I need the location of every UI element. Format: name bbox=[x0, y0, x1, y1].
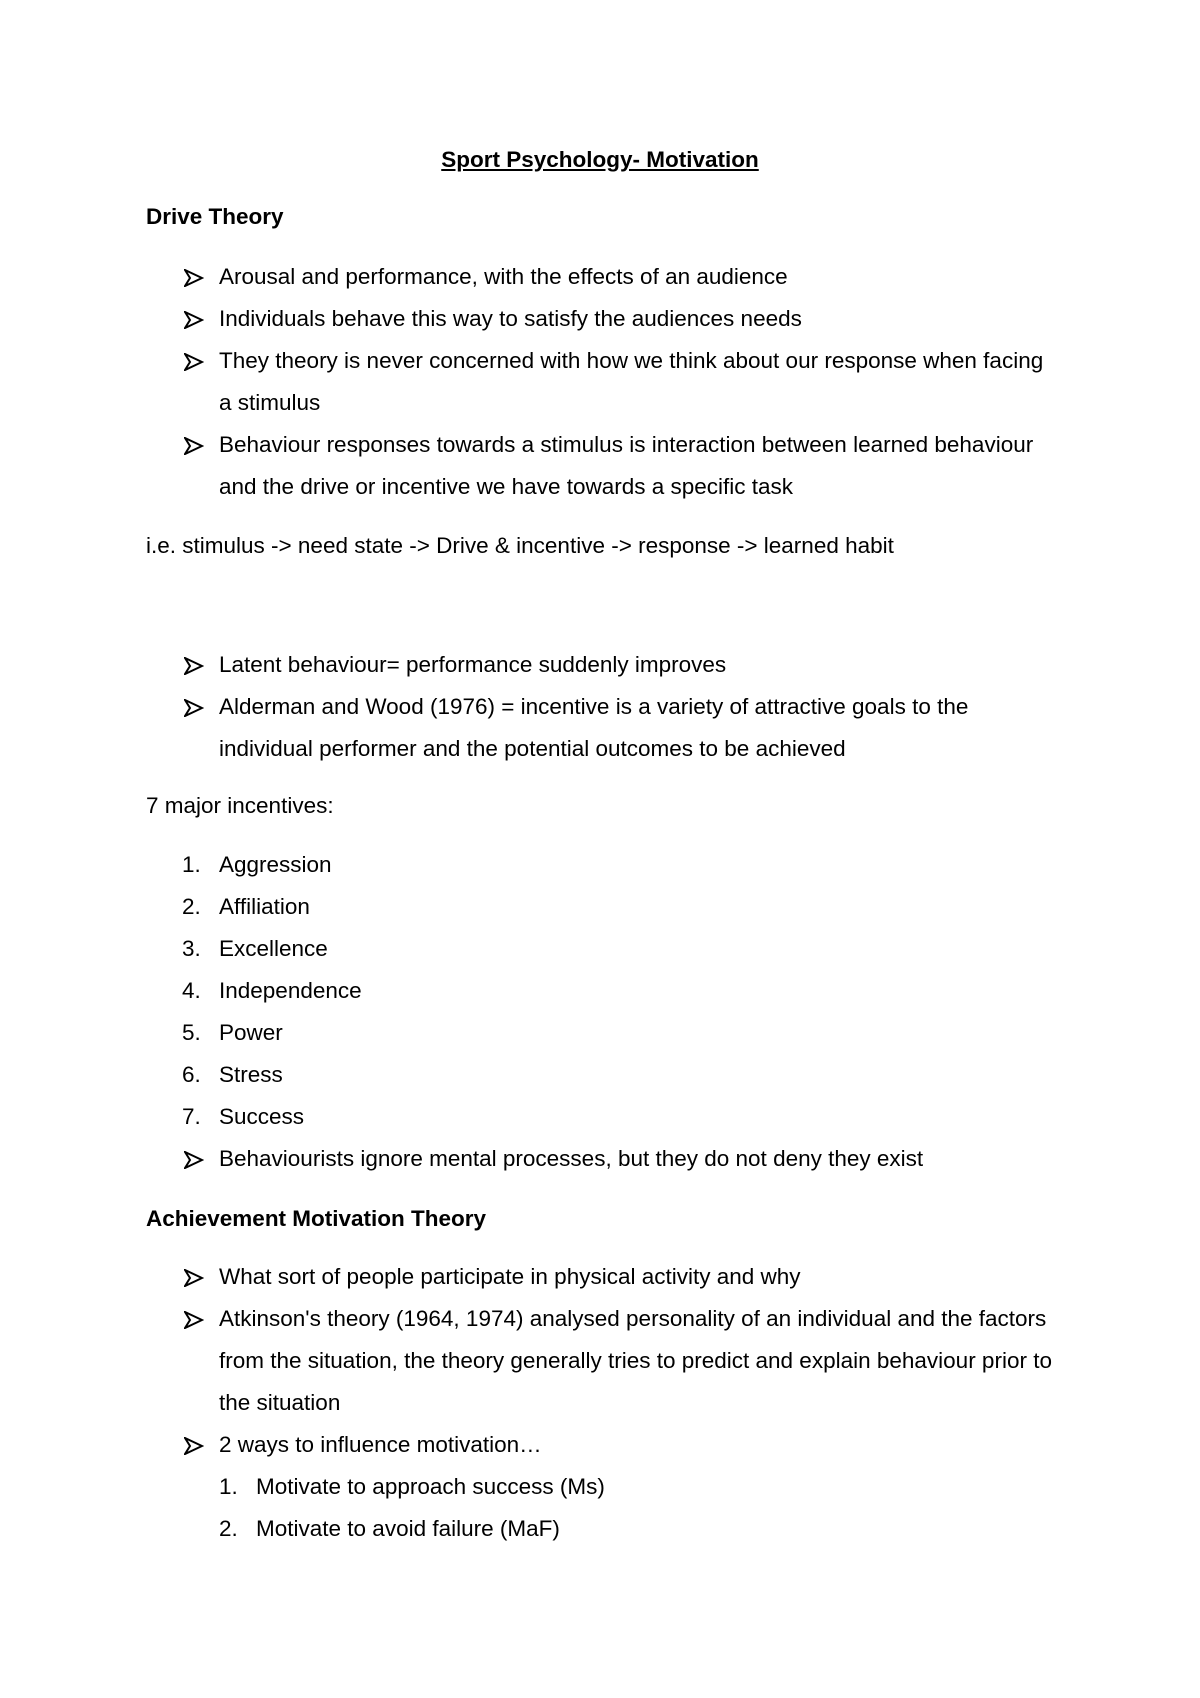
bullet-item bbox=[182, 340, 1052, 424]
bullet-text: Behaviourists ignore mental processes, but they do not deny they exist bbox=[219, 1146, 924, 1171]
section-heading-achievement-motivation: Achievement Motivation Theory bbox=[146, 1206, 487, 1231]
list-number: 1. bbox=[182, 852, 201, 877]
bullet-item bbox=[182, 1298, 1052, 1424]
list-text: Independence bbox=[219, 978, 362, 1003]
list-item bbox=[182, 1096, 304, 1138]
bullet-item bbox=[182, 644, 1052, 686]
bullet-item bbox=[182, 424, 1052, 508]
bullet-text: 2 ways to influence motivation… bbox=[219, 1432, 542, 1457]
arrowhead-bullet-icon bbox=[182, 256, 206, 298]
list-text: Power bbox=[219, 1020, 283, 1045]
bullet-item bbox=[182, 256, 1052, 298]
list-item bbox=[182, 928, 328, 970]
bullet-text: Latent behaviour= performance suddenly improves bbox=[219, 652, 727, 677]
document-title: Sport Psychology- Motivation bbox=[441, 147, 759, 172]
list-item bbox=[182, 1012, 283, 1054]
sub-list-item bbox=[219, 1466, 605, 1508]
arrowhead-bullet-icon bbox=[182, 1138, 206, 1180]
list-text: Excellence bbox=[219, 936, 328, 961]
list-item bbox=[182, 970, 362, 1012]
bullet-item bbox=[182, 686, 1052, 770]
bullet-text: Alderman and Wood (1976) = incentive is a variety of attractive goals to the individual performer and the potential outcomes to be achieved bbox=[219, 694, 969, 761]
bullet-item bbox=[182, 1424, 1052, 1466]
list-number: 3. bbox=[182, 936, 201, 961]
bullet-text: Arousal and performance, with the effects of an audience bbox=[219, 264, 788, 289]
incentives-label: 7 major incentives: bbox=[146, 793, 334, 818]
arrowhead-bullet-icon bbox=[182, 686, 206, 728]
arrowhead-bullet-icon bbox=[182, 1256, 206, 1298]
arrowhead-bullet-icon bbox=[182, 1424, 206, 1466]
list-number: 5. bbox=[182, 1020, 201, 1045]
list-number: 1. bbox=[219, 1474, 238, 1499]
list-number: 6. bbox=[182, 1062, 201, 1087]
list-text: Motivate to approach success (Ms) bbox=[256, 1474, 605, 1499]
list-text: Success bbox=[219, 1104, 305, 1129]
list-item bbox=[182, 1054, 283, 1096]
bullet-text: Atkinson's theory (1964, 1974) analysed personality of an individual and the factors from the situation, the theory generally tries to predict and explain behaviour prior to the situation bbox=[219, 1306, 1052, 1415]
list-number: 2. bbox=[182, 894, 201, 919]
list-number: 2. bbox=[219, 1516, 238, 1541]
list-number: 7. bbox=[182, 1104, 201, 1129]
bullet-text: What sort of people participate in physical activity and why bbox=[219, 1264, 801, 1289]
bullet-item bbox=[182, 1138, 1052, 1180]
bullet-text: Individuals behave this way to satisfy the audiences needs bbox=[219, 306, 802, 331]
list-text: Aggression bbox=[219, 852, 332, 877]
list-text: Stress bbox=[219, 1062, 283, 1087]
bullet-item bbox=[182, 1256, 1052, 1298]
list-text: Motivate to avoid failure (MaF) bbox=[256, 1516, 560, 1541]
example-sequence: i.e. stimulus -> need state -> Drive & incentive -> response -> learned habit bbox=[146, 533, 894, 558]
list-number: 4. bbox=[182, 978, 201, 1003]
list-item bbox=[182, 844, 332, 886]
bullet-item bbox=[182, 298, 1052, 340]
bullet-text: They theory is never concerned with how we think about our response when facing a stimulus bbox=[219, 348, 1044, 415]
section-heading-drive-theory: Drive Theory bbox=[146, 204, 284, 229]
arrowhead-bullet-icon bbox=[182, 1298, 206, 1340]
list-item bbox=[182, 886, 310, 928]
list-text: Affiliation bbox=[219, 894, 310, 919]
arrowhead-bullet-icon bbox=[182, 424, 206, 466]
bullet-text: Behaviour responses towards a stimulus is interaction between learned behaviour and the drive or incentive we have towards a specific task bbox=[219, 432, 1034, 499]
sub-list-item bbox=[219, 1508, 560, 1550]
arrowhead-bullet-icon bbox=[182, 298, 206, 340]
arrowhead-bullet-icon bbox=[182, 644, 206, 686]
arrowhead-bullet-icon bbox=[182, 340, 206, 382]
